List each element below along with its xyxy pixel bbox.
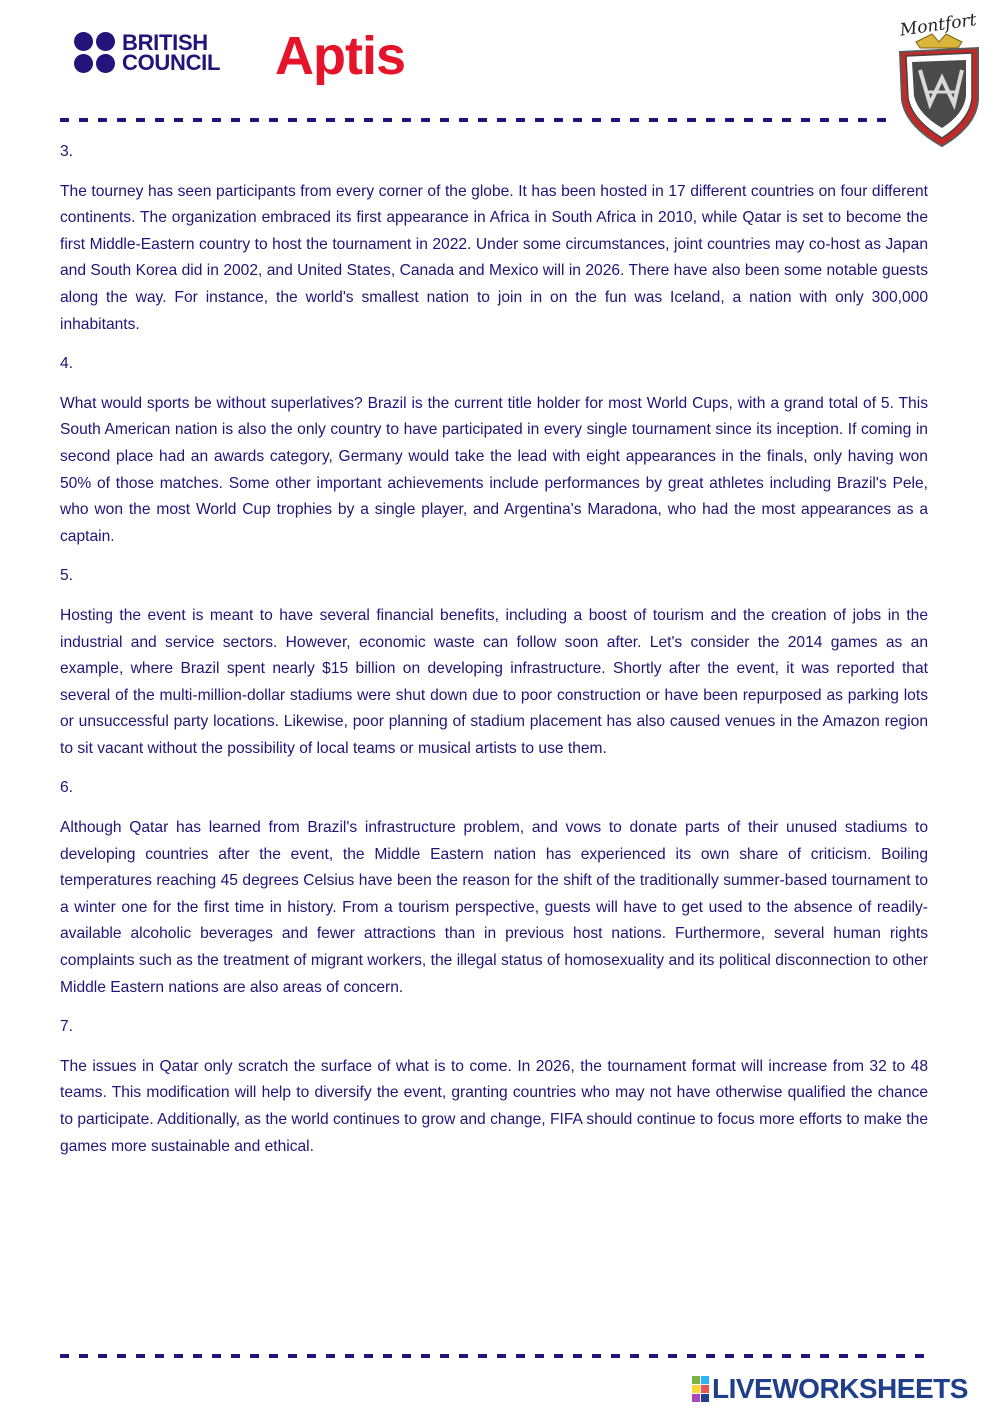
section-number: 3.	[60, 143, 74, 160]
section-number: 6.	[60, 779, 74, 797]
british-council-logo	[74, 29, 221, 75]
montfort-crest-icon	[886, 8, 992, 150]
top-divider	[60, 118, 886, 122]
section-number: 5.	[60, 567, 74, 585]
section-3	[60, 139, 928, 338]
section-number: 4.	[60, 355, 74, 373]
aptis-logo: Aptis	[275, 26, 405, 86]
section-4	[60, 351, 928, 550]
section-paragraph: The tourney has seen participants from every corner of the globe. It has been hosted in 17 different countries on four different continents. The organization embraced its first appearance in Africa in South Africa in 2010, while Qatar is set to become the first Middle-Eastern country to host the tournament in 2022. Under some circumstances, joint countries may co-host as Japan and South Korea did in 2002, and United States, Canada and Mexico will in 2026. There have also been some notable guests along the way. For instance, the world's smallest nation to join in on the fun was Iceland, a nation with only 300,000 inhabitants.	[60, 182, 928, 333]
liveworksheets-wordmark: LIVEWORKSHEETS	[712, 1373, 968, 1404]
liveworksheets-mark-icon	[692, 1376, 709, 1402]
svg-text:Montfort: Montfort	[898, 10, 978, 41]
section-6	[60, 775, 928, 1001]
reading-passage	[60, 139, 928, 1173]
section-paragraph: Hosting the event is meant to have several financial benefits, including a boost of tourism and the creation of jobs in the industrial and service sectors. However, economic waste can follow soon after. Let's consider the 2014 games as an example, where Brazil spent nearly $15 billion on developing infrastructure. Shortly after the event, it was reported that several of the multi-million-dollar stadiums were shut down due to poor construction or have been repurposed as parking lots or unsuccessful party locations. Likewise, poor planning of stadium placement has also caused venues in the Amazon region to sit vacant without the possibility of local teams or musical artists to use them.	[60, 606, 928, 757]
section-5	[60, 563, 928, 762]
page-header	[0, 0, 1000, 150]
section-paragraph: What would sports be without superlatives? Brazil is the current title holder for most World Cups, with a grand total of 5. This South American nation is also the only country to have participated in every single tournament since its inception. If coming in second place had an awards category, Germany would take the lead with eight appearances in the finals, only having won 50% of those matches. Some other important achievements include performances by great athletes including Brazil's Pele, who won the most World Cup trophies by a single player, and Argentina's Maradona, who had the most appearances as a captain.	[60, 394, 928, 545]
section-number: 7.	[60, 1018, 74, 1036]
brand-line-1: BRITISH	[122, 29, 208, 55]
brand-line-2: COUNCIL	[122, 49, 221, 75]
bottom-divider	[60, 1354, 926, 1358]
british-council-dots-icon	[74, 32, 115, 73]
section-paragraph: Although Qatar has learned from Brazil's infrastructure problem, and vows to donate parts of their unused stadiums to developing countries after the event, the Middle Eastern nation has experienced its own share of criticism. Boiling temperatures reaching 45 degrees Celsius have been the reason for the shift of the traditionally summer-based tournament to a winter one for the first time in history. From a tourism perspective, guests will have to get used to the absence of readily-available alcoholic beverages and fewer attractions than in previous host nations. Furthermore, several human rights complaints such as the treatment of migrant workers, the illegal status of homosexuality and its political disconnection to other Middle Eastern nations are also areas of concern.	[60, 819, 928, 996]
section-7	[60, 1014, 928, 1160]
section-paragraph: The issues in Qatar only scratch the surface of what is to come. In 2026, the tournament format will increase from 32 to 48 teams. This modification will help to diversify the event, granting countries who may not have otherwise qualified the chance to participate. Additionally, as the world continues to grow and change, FIFA should continue to focus more efforts to make the games more sustainable and ethical.	[60, 1057, 928, 1155]
liveworksheets-logo[interactable]	[692, 1374, 968, 1404]
